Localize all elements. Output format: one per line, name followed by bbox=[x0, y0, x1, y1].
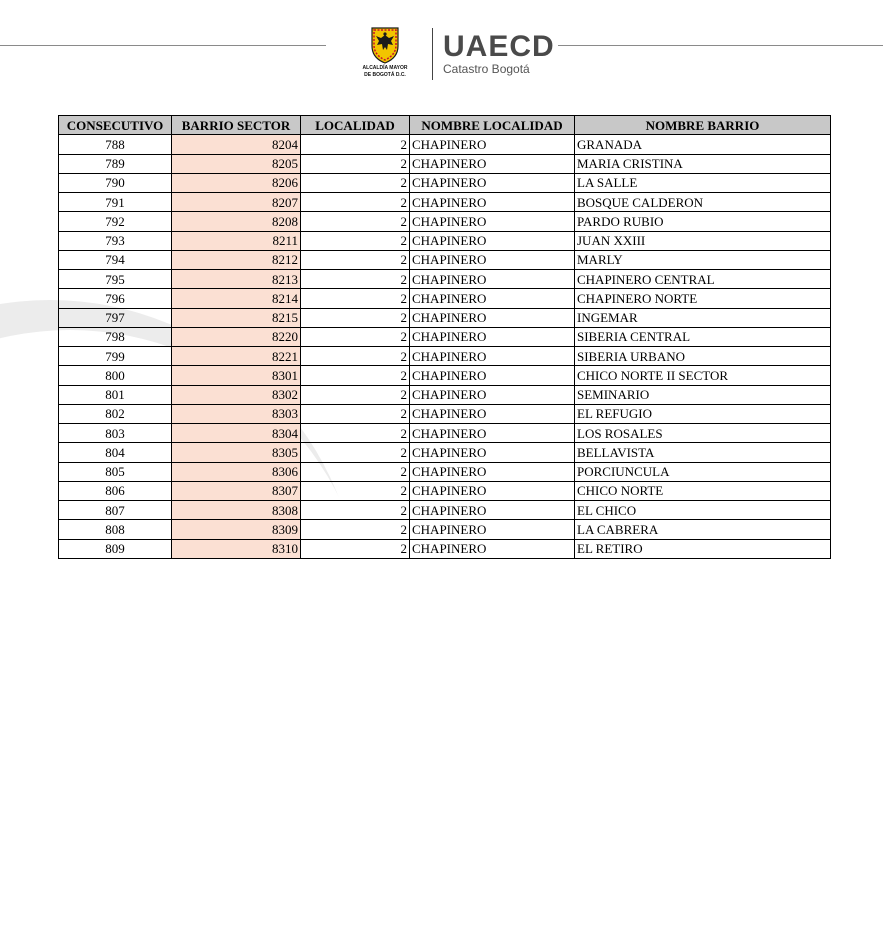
cell-nombre-localidad: CHAPINERO bbox=[410, 193, 575, 212]
cell-nombre-barrio: CHAPINERO CENTRAL bbox=[575, 270, 831, 289]
uaecd-logo bbox=[443, 32, 555, 77]
cell-nombre-localidad: CHAPINERO bbox=[410, 173, 575, 192]
table-row bbox=[59, 520, 831, 539]
cell-localidad: 2 bbox=[301, 250, 410, 269]
cell-localidad: 2 bbox=[301, 270, 410, 289]
cell-localidad: 2 bbox=[301, 193, 410, 212]
table-row bbox=[59, 250, 831, 269]
table-row bbox=[59, 501, 831, 520]
cell-consecutivo: 789 bbox=[59, 154, 172, 173]
cell-barrio-sector: 8204 bbox=[172, 135, 301, 154]
cell-nombre-barrio: BELLAVISTA bbox=[575, 443, 831, 462]
column-header-consecutivo: CONSECUTIVO bbox=[59, 116, 172, 135]
cell-localidad: 2 bbox=[301, 385, 410, 404]
cell-barrio-sector: 8207 bbox=[172, 193, 301, 212]
logo-divider bbox=[432, 28, 433, 80]
cell-barrio-sector: 8215 bbox=[172, 308, 301, 327]
cell-nombre-barrio: SIBERIA URBANO bbox=[575, 347, 831, 366]
cell-consecutivo: 809 bbox=[59, 539, 172, 558]
brand-subtitle: Catastro Bogotá bbox=[443, 62, 530, 76]
table-row bbox=[59, 231, 831, 250]
cell-nombre-localidad: CHAPINERO bbox=[410, 462, 575, 481]
brand-title: UAECD bbox=[443, 30, 555, 63]
cell-barrio-sector: 8310 bbox=[172, 539, 301, 558]
cell-barrio-sector: 8212 bbox=[172, 250, 301, 269]
cell-nombre-localidad: CHAPINERO bbox=[410, 424, 575, 443]
cell-consecutivo: 796 bbox=[59, 289, 172, 308]
cell-barrio-sector: 8208 bbox=[172, 212, 301, 231]
cell-nombre-barrio: CHICO NORTE II SECTOR bbox=[575, 366, 831, 385]
table-row bbox=[59, 347, 831, 366]
cell-consecutivo: 808 bbox=[59, 520, 172, 539]
cell-nombre-barrio: CHICO NORTE bbox=[575, 481, 831, 500]
cell-consecutivo: 794 bbox=[59, 250, 172, 269]
cell-nombre-localidad: CHAPINERO bbox=[410, 289, 575, 308]
cell-barrio-sector: 8206 bbox=[172, 173, 301, 192]
cell-localidad: 2 bbox=[301, 135, 410, 154]
cell-nombre-localidad: CHAPINERO bbox=[410, 385, 575, 404]
cell-nombre-localidad: CHAPINERO bbox=[410, 135, 575, 154]
cell-barrio-sector: 8220 bbox=[172, 327, 301, 346]
table-row bbox=[59, 270, 831, 289]
cell-nombre-barrio: LOS ROSALES bbox=[575, 424, 831, 443]
cell-localidad: 2 bbox=[301, 539, 410, 558]
cell-nombre-localidad: CHAPINERO bbox=[410, 366, 575, 385]
cell-consecutivo: 805 bbox=[59, 462, 172, 481]
cell-nombre-localidad: CHAPINERO bbox=[410, 212, 575, 231]
cell-localidad: 2 bbox=[301, 462, 410, 481]
cell-consecutivo: 792 bbox=[59, 212, 172, 231]
cell-nombre-localidad: CHAPINERO bbox=[410, 270, 575, 289]
cell-nombre-barrio: EL RETIRO bbox=[575, 539, 831, 558]
table-row bbox=[59, 366, 831, 385]
table-row bbox=[59, 154, 831, 173]
cell-nombre-localidad: CHAPINERO bbox=[410, 347, 575, 366]
header-rule-left bbox=[0, 45, 326, 46]
cell-nombre-localidad: CHAPINERO bbox=[410, 404, 575, 423]
cell-nombre-barrio: EL CHICO bbox=[575, 501, 831, 520]
cell-localidad: 2 bbox=[301, 404, 410, 423]
cell-consecutivo: 800 bbox=[59, 366, 172, 385]
cell-barrio-sector: 8213 bbox=[172, 270, 301, 289]
cell-consecutivo: 799 bbox=[59, 347, 172, 366]
cell-nombre-localidad: CHAPINERO bbox=[410, 443, 575, 462]
header-rule-right bbox=[558, 45, 883, 46]
table-row bbox=[59, 462, 831, 481]
cell-localidad: 2 bbox=[301, 501, 410, 520]
table-row bbox=[59, 135, 831, 154]
cell-barrio-sector: 8211 bbox=[172, 231, 301, 250]
cell-localidad: 2 bbox=[301, 520, 410, 539]
column-header-barrio-sector: BARRIO SECTOR bbox=[172, 116, 301, 135]
cell-localidad: 2 bbox=[301, 424, 410, 443]
cell-nombre-barrio: BOSQUE CALDERON bbox=[575, 193, 831, 212]
cell-nombre-barrio: GRANADA bbox=[575, 135, 831, 154]
cell-nombre-barrio: JUAN XXIII bbox=[575, 231, 831, 250]
cell-barrio-sector: 8301 bbox=[172, 366, 301, 385]
cell-localidad: 2 bbox=[301, 481, 410, 500]
cell-localidad: 2 bbox=[301, 173, 410, 192]
table-row bbox=[59, 424, 831, 443]
cell-consecutivo: 803 bbox=[59, 424, 172, 443]
cell-nombre-barrio: MARIA CRISTINA bbox=[575, 154, 831, 173]
cell-consecutivo: 798 bbox=[59, 327, 172, 346]
cell-consecutivo: 791 bbox=[59, 193, 172, 212]
barrios-table bbox=[58, 115, 831, 559]
table-row bbox=[59, 481, 831, 500]
table-row bbox=[59, 443, 831, 462]
cell-nombre-barrio: CHAPINERO NORTE bbox=[575, 289, 831, 308]
alcaldia-logo bbox=[357, 26, 413, 82]
cell-nombre-barrio: LA CABRERA bbox=[575, 520, 831, 539]
table-row bbox=[59, 404, 831, 423]
cell-nombre-localidad: CHAPINERO bbox=[410, 520, 575, 539]
cell-localidad: 2 bbox=[301, 308, 410, 327]
cell-localidad: 2 bbox=[301, 327, 410, 346]
cell-consecutivo: 801 bbox=[59, 385, 172, 404]
cell-nombre-localidad: CHAPINERO bbox=[410, 231, 575, 250]
cell-consecutivo: 795 bbox=[59, 270, 172, 289]
cell-barrio-sector: 8309 bbox=[172, 520, 301, 539]
column-header-nombre-localidad: NOMBRE LOCALIDAD bbox=[410, 116, 575, 135]
alcaldia-caption-line1: ALCALDÍA MAYOR bbox=[362, 65, 408, 71]
cell-localidad: 2 bbox=[301, 366, 410, 385]
table-row bbox=[59, 539, 831, 558]
cell-localidad: 2 bbox=[301, 231, 410, 250]
cell-consecutivo: 797 bbox=[59, 308, 172, 327]
cell-localidad: 2 bbox=[301, 212, 410, 231]
cell-consecutivo: 806 bbox=[59, 481, 172, 500]
column-header-nombre-barrio: NOMBRE BARRIO bbox=[575, 116, 831, 135]
cell-barrio-sector: 8221 bbox=[172, 347, 301, 366]
cell-barrio-sector: 8303 bbox=[172, 404, 301, 423]
table-row bbox=[59, 327, 831, 346]
cell-nombre-localidad: CHAPINERO bbox=[410, 481, 575, 500]
cell-nombre-localidad: CHAPINERO bbox=[410, 539, 575, 558]
cell-nombre-barrio: SIBERIA CENTRAL bbox=[575, 327, 831, 346]
cell-barrio-sector: 8308 bbox=[172, 501, 301, 520]
cell-localidad: 2 bbox=[301, 289, 410, 308]
cell-nombre-localidad: CHAPINERO bbox=[410, 154, 575, 173]
cell-localidad: 2 bbox=[301, 347, 410, 366]
cell-localidad: 2 bbox=[301, 443, 410, 462]
cell-consecutivo: 790 bbox=[59, 173, 172, 192]
cell-consecutivo: 793 bbox=[59, 231, 172, 250]
cell-barrio-sector: 8304 bbox=[172, 424, 301, 443]
column-header-localidad: LOCALIDAD bbox=[301, 116, 410, 135]
table-row bbox=[59, 385, 831, 404]
cell-nombre-localidad: CHAPINERO bbox=[410, 501, 575, 520]
table-row bbox=[59, 308, 831, 327]
cell-nombre-barrio: PARDO RUBIO bbox=[575, 212, 831, 231]
table-row bbox=[59, 289, 831, 308]
cell-nombre-barrio: EL REFUGIO bbox=[575, 404, 831, 423]
cell-barrio-sector: 8305 bbox=[172, 443, 301, 462]
cell-barrio-sector: 8214 bbox=[172, 289, 301, 308]
table-body bbox=[59, 135, 831, 559]
cell-barrio-sector: 8302 bbox=[172, 385, 301, 404]
cell-nombre-localidad: CHAPINERO bbox=[410, 308, 575, 327]
cell-consecutivo: 802 bbox=[59, 404, 172, 423]
cell-localidad: 2 bbox=[301, 154, 410, 173]
cell-nombre-barrio: LA SALLE bbox=[575, 173, 831, 192]
cell-consecutivo: 788 bbox=[59, 135, 172, 154]
table-row bbox=[59, 212, 831, 231]
table-row bbox=[59, 193, 831, 212]
cell-barrio-sector: 8307 bbox=[172, 481, 301, 500]
cell-barrio-sector: 8306 bbox=[172, 462, 301, 481]
cell-consecutivo: 804 bbox=[59, 443, 172, 462]
cell-nombre-barrio: MARLY bbox=[575, 250, 831, 269]
cell-consecutivo: 807 bbox=[59, 501, 172, 520]
cell-nombre-barrio: INGEMAR bbox=[575, 308, 831, 327]
shield-icon bbox=[370, 26, 400, 64]
table-row bbox=[59, 173, 831, 192]
alcaldia-caption-line2: DE BOGOTÁ D.C. bbox=[364, 72, 406, 78]
table-header-row bbox=[59, 116, 831, 135]
cell-nombre-barrio: SEMINARIO bbox=[575, 385, 831, 404]
cell-nombre-localidad: CHAPINERO bbox=[410, 327, 575, 346]
cell-nombre-barrio: PORCIUNCULA bbox=[575, 462, 831, 481]
cell-barrio-sector: 8205 bbox=[172, 154, 301, 173]
cell-nombre-localidad: CHAPINERO bbox=[410, 250, 575, 269]
